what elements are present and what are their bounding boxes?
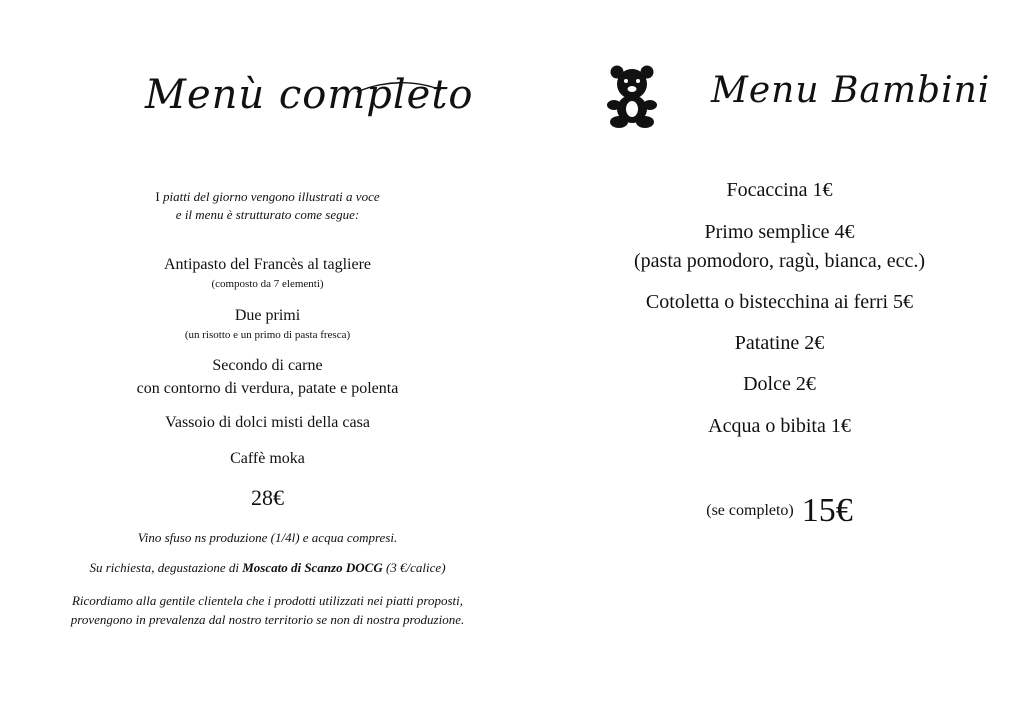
- course-dolci: Vassoio di dolci misti della casa: [165, 414, 370, 431]
- kids-item-dolce: Dolce 2€: [743, 373, 816, 395]
- note-tasting: [0, 558, 535, 577]
- intro-text: [0, 188, 535, 224]
- intro-line-2: e il menu è strutturato come segue:: [175, 207, 360, 222]
- note-tasting-price: (3 €/calice): [382, 560, 446, 575]
- note-tasting-pre: Su richiesta, degustazione di: [89, 560, 243, 575]
- kids-item-primo: Primo semplice 4€: [704, 221, 855, 243]
- kids-total-price: 15€: [801, 492, 853, 529]
- kids-total: [535, 492, 1024, 530]
- note-tasting-wine: Moscato di Scanzo DOCG: [242, 560, 383, 575]
- note-wine: Vino sfuso ns produzione (1/4l) e acqua compresi.: [137, 530, 398, 545]
- course-caffe: Caffè moka: [230, 450, 305, 467]
- kids-menu-column: [535, 0, 1024, 725]
- course-primi-detail: (un risotto e un primo di pasta fresca): [184, 329, 351, 341]
- kids-item-patatine: Patatine 2€: [734, 332, 825, 354]
- course-secondo-detail: con contorno di verdura, patate e polenta: [136, 380, 399, 397]
- course-primi: Due primi: [234, 307, 301, 324]
- note-local-products: [0, 591, 535, 629]
- course-antipasto: Antipasto del Francès al tagliere: [163, 256, 372, 273]
- note-local-line-2: provengono in prevalenza dal nostro territorio se non di nostra produzione.: [70, 612, 465, 627]
- kids-item-primo-detail: (pasta pomodoro, ragù, bianca, ecc.): [634, 250, 925, 272]
- kids-item-cotoletta: Cotoletta o bistecchina ai ferri 5€: [645, 291, 914, 313]
- full-menu-title: Menù completo: [145, 72, 474, 118]
- note-local-line-1: Ricordiamo alla gentile clientela che i prodotti utilizzati nei piatti proposti,: [71, 593, 464, 608]
- full-menu-price: 28€: [251, 485, 284, 510]
- intro-initial: I: [155, 189, 160, 204]
- kids-item-bibita: Acqua o bibita 1€: [708, 415, 851, 437]
- kids-item-focaccina: Focaccina 1€: [726, 179, 833, 201]
- course-secondo: Secondo di carne: [212, 357, 323, 374]
- course-antipasto-detail: (composto da 7 elementi): [211, 278, 324, 290]
- teddy-bear-icon: [605, 64, 659, 128]
- kids-menu-title: Menu Bambini: [711, 70, 991, 111]
- intro-line-1: piatti del giorno vengono illustrati a voce: [159, 189, 380, 204]
- title-flourish: [355, 78, 445, 102]
- kids-total-label: (se completo): [706, 502, 794, 519]
